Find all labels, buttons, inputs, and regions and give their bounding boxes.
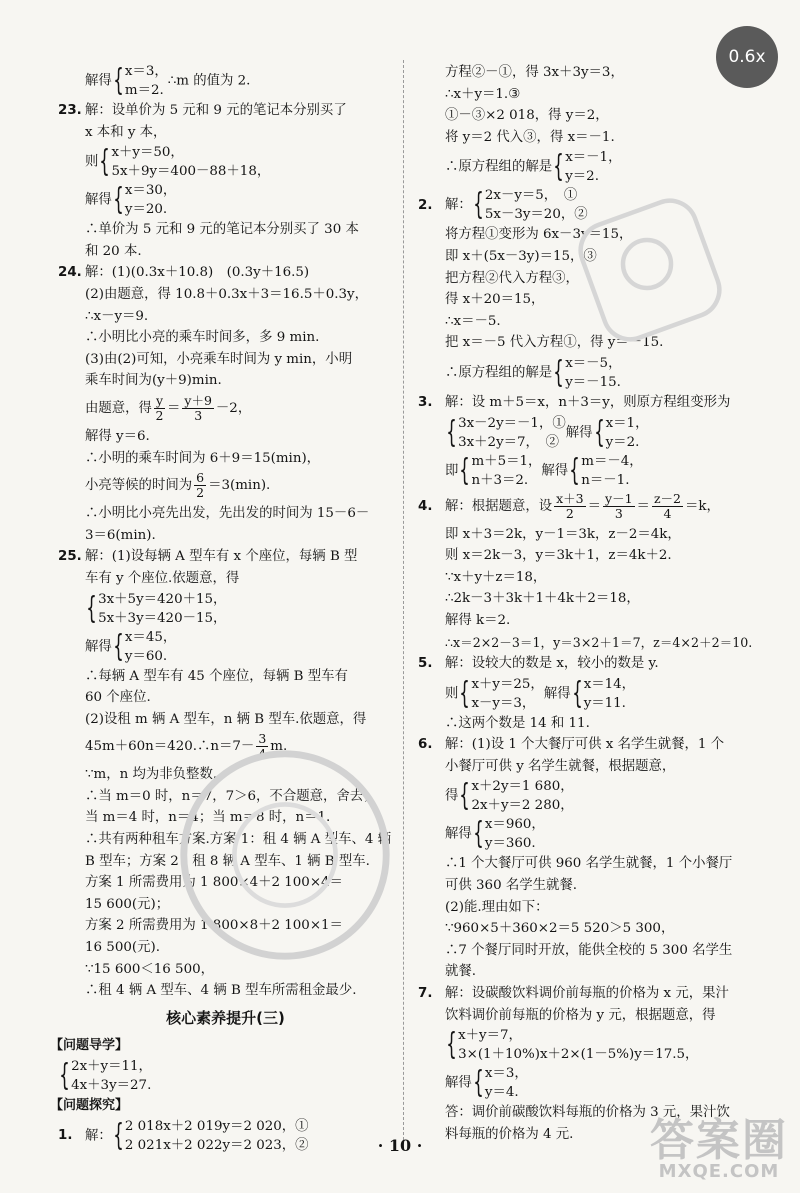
explore-title: 【问题探究】 bbox=[50, 1098, 129, 1113]
question-7: 7. 解：设碳酸饮料调价前每瓶的价格为 x 元，果汁 bbox=[418, 983, 763, 1005]
equation-system: { x＋y＝50， 5x＋9y＝400－88＋18， bbox=[99, 144, 271, 180]
equation-system: { x＝3， y＝4. bbox=[473, 1065, 528, 1101]
fraction: $\frac{y-1}{3}$ bbox=[605, 490, 633, 521]
equation-system: { x＋2y＝1 680， 2x＋y＝2 280， bbox=[459, 778, 574, 814]
equation-system: { x＝－1， y＝2. bbox=[553, 149, 622, 185]
problem-number: 24. bbox=[58, 265, 82, 281]
fraction: $\frac{z-2}{4}$ bbox=[653, 490, 681, 521]
problem-number: 7. bbox=[418, 986, 433, 1002]
equation-system: { m＋5＝1， n＋3＝2. bbox=[459, 452, 542, 488]
equation-system: { 2x＋y＝11， 4x＋3y＝27. bbox=[59, 1058, 152, 1093]
question-6: 6. 解：(1)设 1 个大餐厅可供 x 名学生就餐，1 个 bbox=[418, 734, 763, 756]
problem-number: 4. bbox=[418, 498, 433, 514]
fraction: $\frac{x+3}{2}$ bbox=[556, 490, 584, 521]
page-number: · 10 · bbox=[377, 1136, 423, 1155]
right-column: 方程②－①，得 3x＋3y＝3， ∴x＋y＝1.③ ①－③×2 018，得 y＝2， 将 y＝2 代入③，得 x＝－1. ∴原方程组的解是 { x＝－1， y＝2. 2. 解： { 2x－y＝5， ① 5x－3y＝20，② 将方程①变形为 6x－3y＝15， 即 x＋(5x－3y)＝15，③ 把方程②代入方程③， 得 x＋20＝15， ∴x＝－5. 把 x＝－5 代入方程①，得 y＝－15. ∴原方程组的解是 { x＝－5， y＝－15. 3. 解：设 m＋5＝x，n＋3＝y，则原方程组变形为 { 3x－2y＝－1，① 3x＋2y＝7， ② 解得 { x＝1， y＝2. 即 { m＋5＝1， n＋3＝2. 解得 { m＝－4， n＝－1. 4. 解：根据题意，设 $\frac{x+3}{2}$ ＝ $\frac{y-1}{3}$ ＝ $\frac{z-2}{4}$ ＝k， 即 x＋3＝2k，y－1＝3k，z－2＝4k， 则 x＝2k－3，y＝3k＋1，z＝4k＋2. ∵x＋y＋z＝18， ∴2k－3＋3k＋1＋4k＋2＝18， 解得 k＝2. ∴x＝2×2－3＝1，y＝3×2＋1＝7，z＝4×2＋2＝10. 5. 解：设较大的数是 x，较小的数是 y. 则 { x＋y＝25， x－y＝3， 解得 { x＝14， y＝11. ∴这两个数是 14 和 11. 6. 解：(1)设 1 个大餐厅可供 x 名学生就餐，1 个 小餐厅可供 y 名学生就餐，根据题意， 得 { x＋2y＝1 680， 2x＋y＝2 280， 解得 { x＝960， y＝360. ∴1 个大餐厅可供 960 名学生就餐，1 个小餐厅 可供 360 名学生就餐. (2)能.理由如下： ∵960×5＋360×2＝5 520＞5 300， ∴7 个餐厅同时开放，能供全校的 5 300 名学生 就餐. 7. 解：设碳酸饮料调价前每瓶的价格为 x 元，果汁 饮料调价前每瓶的价格为 y 元，根据题意，得 { x＋y＝7， 3×(1＋10%)x＋2×(1－5%)y＝17.5， 解得 { x＝3， y＝4. 答：调价前碳酸饮料每瓶的价格为 3 元，果汁饮 料每瓶的价格为 4 元. bbox=[418, 62, 763, 1145]
problem-number: 3. bbox=[418, 394, 433, 410]
watermark-badge-icon bbox=[575, 190, 725, 350]
problem-23: 23. 解：设单价为 5 元和 9 元的笔记本分别买了 bbox=[58, 100, 393, 122]
equation-system: { x＋y＝7， 3×(1＋10%)x＋2×(1－5%)y＝17.5， bbox=[446, 1027, 699, 1063]
column-divider bbox=[403, 60, 404, 1140]
problem-number: 2. bbox=[418, 197, 433, 213]
fraction: $\frac{y}{2}$ bbox=[155, 392, 164, 423]
equation-system: { 3x－2y＝－1，① 3x＋2y＝7， ② bbox=[446, 414, 566, 450]
question-4: 4. 解：根据题意，设 $\frac{x+3}{2}$ ＝ $\frac{y-1}{3}$ ＝ $\frac{z-2}{4}$ ＝k， bbox=[418, 490, 763, 524]
question-1: 1. 解： { 2 018x＋2 019y＝2 020，① 2 021x＋2 022y＝2 023，② bbox=[58, 1117, 309, 1153]
equation-system: { x＝45， y＝60. bbox=[113, 628, 177, 664]
equation-system: { m＝－4， n＝－1. bbox=[569, 452, 643, 488]
fraction: $\frac{6}{2}$ bbox=[196, 470, 205, 501]
problem-number: 23. bbox=[58, 103, 82, 118]
watermark-circle-icon bbox=[170, 740, 400, 970]
fraction: $\frac{3}{4}$ bbox=[258, 731, 267, 762]
problem-number: 5. bbox=[418, 656, 433, 672]
guide-title: 【问题导学】 bbox=[50, 1038, 129, 1054]
equation-system: { x＝960， y＝360. bbox=[473, 816, 545, 852]
equation-system: { 2 018x＋2 019y＝2 020，① 2 021x＋2 022y＝2 023，② bbox=[113, 1117, 309, 1153]
equation-system: { x＋y＝25， x－y＝3， bbox=[459, 675, 544, 711]
equation-system: { x＝－5， y＝－15. bbox=[553, 354, 622, 390]
problem-number: 1. bbox=[58, 1128, 73, 1144]
equation-system: { 3x＋5y＝420＋15， 5x＋3y＝420－15， bbox=[86, 590, 227, 626]
solution-line: 解得 { x＝3， m＝2. ∴m 的值为 2. bbox=[85, 63, 251, 98]
playback-speed-button[interactable]: 0.6x bbox=[716, 26, 778, 88]
problem-24: 24. 解：(1)(0.3x＋10.8) (0.3y＋16.5) bbox=[58, 262, 393, 284]
problem-number: 25. bbox=[58, 549, 82, 565]
equation-system: { x＝3， m＝2. bbox=[113, 63, 168, 98]
left-column: 解得 { x＝3， m＝2. ∴m 的值为 2. 23. 解：设单价为 5 元和 9 元的笔记本分别买了 x 本和 y 本， 则 { x＋y＝50， 5x＋9y＝400－88＋18， 解得 { x＝30， y＝20. ∴单价为 5 元和 9 元的笔记本分别买了 30 本 和 20 本. 24. 解：(1)(0.3x＋10.8) (0.3y＋16.5) (2)由题意，得 10.8＋0.3x＋3＝16.5＋0.3y， ∴x－y＝9. ∴小明比小亮的乘车时间多，多 9 min. (3)由(2)可知，小亮乘车时间为 y min，小明 乘车时间为(y＋9)min. 由题意，得 $\frac{y}{2}$ ＝ $\frac{y+9}{3}$ －2， 解得 y＝6. ∴小明的乘车时间为 6＋9＝15(min)， 小亮等候的时间为 $\frac{6}{2}$ ＝3(min). ∴小明比小亮先出发，先出发的时间为 15－6－ 3＝6(min). 25. 解：(1)设每辆 A 型车有 x 个座位，每辆 B 型 车有 y 个座位.依题意，得 { 3x＋5y＝420＋15， 5x＋3y＝420－15， 解得 { x＝45， y＝60. ∴每辆 A 型车有 45 个座位，每辆 B 型车有 60 个座位. (2)设租 m 辆 A 型车，n 辆 B 型车.依题意，得 45m＋60n＝420.∴n＝7－ $\frac{3}{4}$ m. ∵m，n 均为非负整数， ∴当 m＝0 时，n＝7，7＞6，不合题意，舍去； 当 m＝4 时，n＝4；当 m＝8 时，n＝1. ∴共有两种租车方案.方案 1：租 4 辆 A 型车、4 辆 B 型车；方案 2：租 8 辆 A 型车、1 辆 B 型车. 方案 1 所需费用为 1 800×4＋2 100×4＝ 15 600(元)； 方案 2 所需费用为 1 800×8＋2 100×1＝ 16 500(元). ∵15 600＜16 500， ∴租 4 辆 A 型车、4 辆 B 型车所需租金最少. 核心素养提升(三) 【问题导学】 { 2x＋y＝11， 4x＋3y＝27. 【问题探究】 1. 解： { 2 018x＋2 019y＝2 020，① 2 021x＋2 022y＝2 023，② bbox=[50, 63, 392, 1153]
equation-system: { 2x－y＝5， ① 5x－3y＝20，② bbox=[473, 187, 588, 223]
question-2: 2. 解： { 2x－y＝5， ① 5x－3y＝20，② bbox=[418, 187, 588, 223]
equation-system: { x＝30， y＝20. bbox=[113, 182, 177, 218]
equation-system: { x＝1， y＝2. bbox=[593, 414, 649, 450]
problem-number: 6. bbox=[418, 737, 433, 753]
equation-system: { x＝14， y＝11. bbox=[571, 675, 636, 711]
fraction: $\frac{y+9}{3}$ bbox=[184, 392, 212, 423]
watermark-logo: 答案圈 MXQE.COM bbox=[650, 1115, 788, 1182]
problem-25: 25. 解：(1)设每辆 A 型车有 x 个座位，每辆 B 型 bbox=[58, 546, 393, 568]
question-3: 3. 解：设 m＋5＝x，n＋3＝y，则原方程组变形为 bbox=[418, 392, 763, 414]
question-5: 5. 解：设较大的数是 x，较小的数是 y. bbox=[418, 653, 763, 675]
section-title: 核心素养提升(三) bbox=[166, 1008, 285, 1027]
